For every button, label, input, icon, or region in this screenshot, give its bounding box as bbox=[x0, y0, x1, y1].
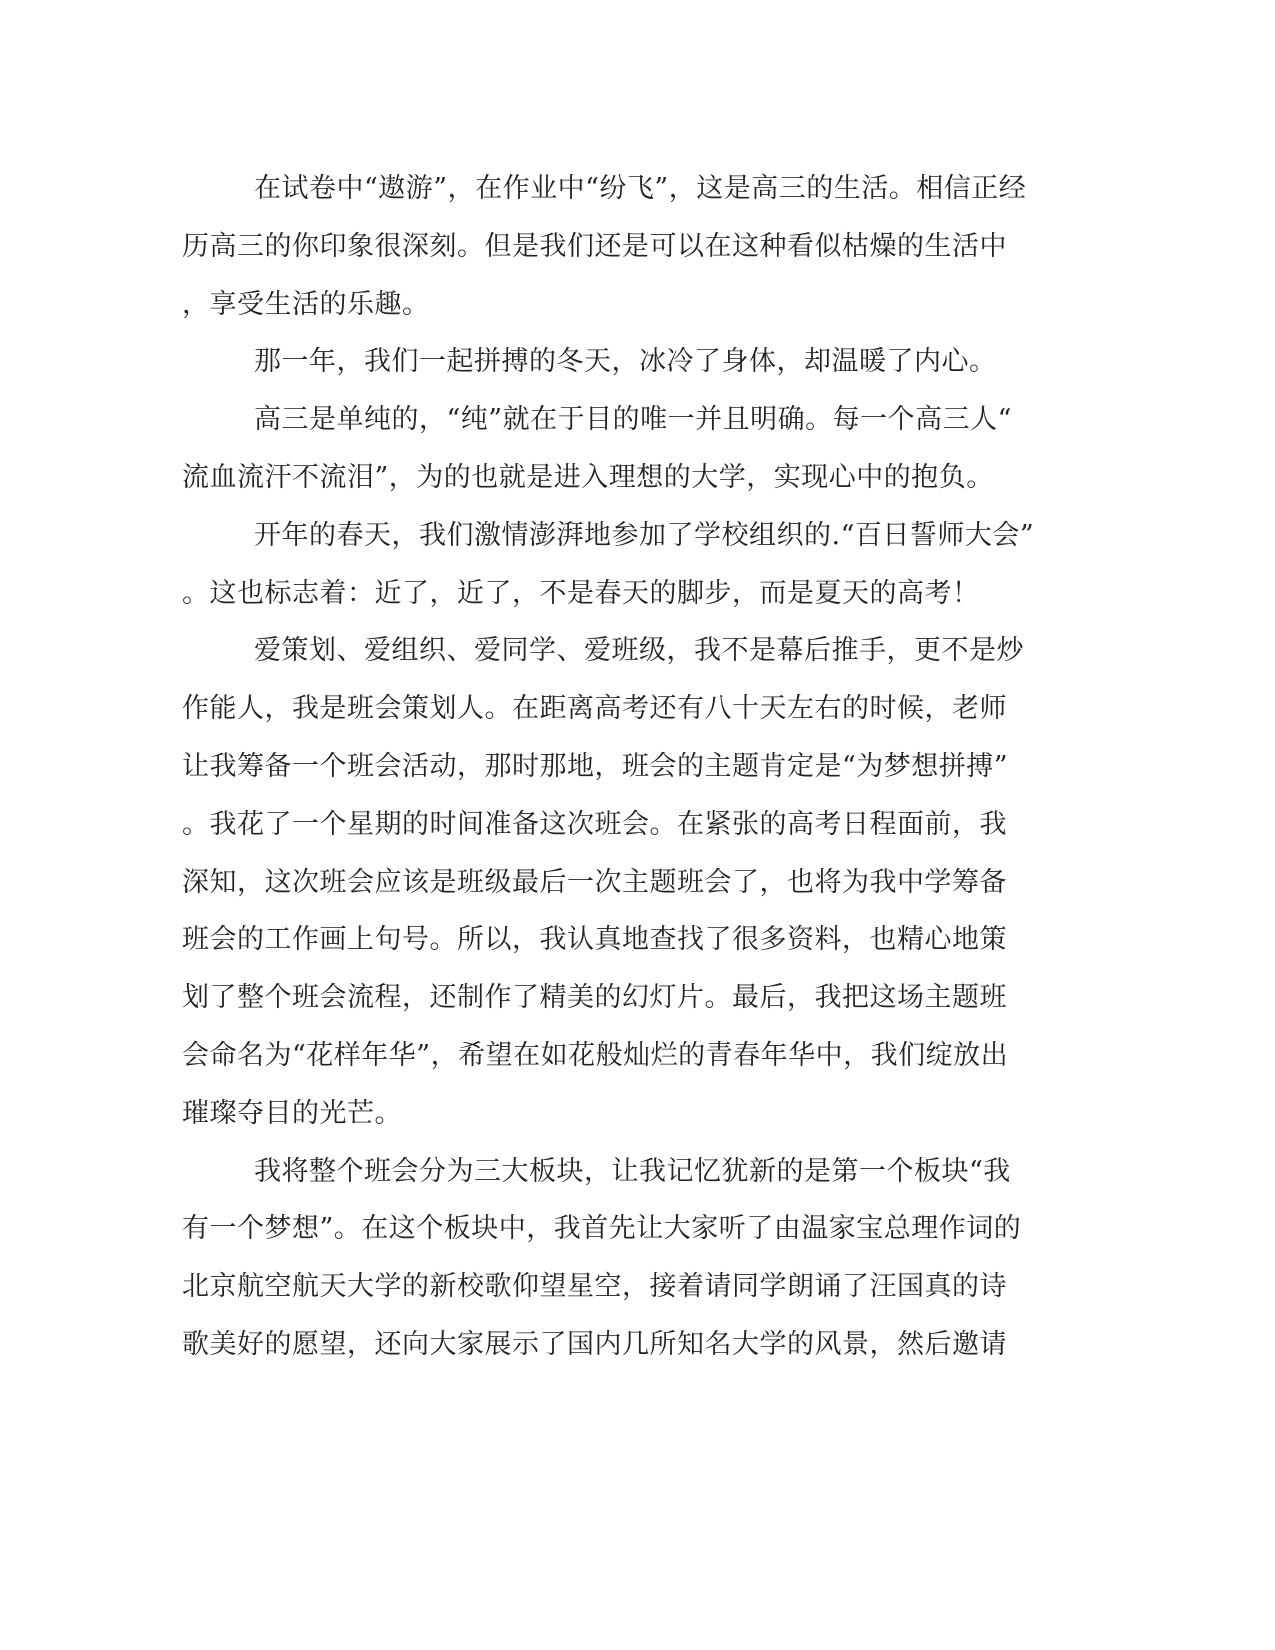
paragraph-5-line-6: 班会的工作画上句号。所以，我认真地查找了很多资料，也精心地策 bbox=[182, 924, 1007, 956]
paragraph-1-line-3: ，享受生活的乐趣。 bbox=[182, 288, 430, 320]
paragraph-4-line-2: 。这也标志着：近了，近了，不是春天的脚步，而是夏天的高考！ bbox=[182, 577, 980, 609]
paragraph-1-line-1: 在试卷中“遨游”，在作业中“纷飞”，这是高三的生活。相信正经 bbox=[254, 173, 1027, 204]
paragraph-5-line-2: 作能人，我是班会策划人。在距离高考还有八十天左右的时候，老师 bbox=[182, 693, 1007, 725]
document-body bbox=[182, 160, 1042, 1374]
paragraph-5-line-4: 。我花了一个星期的时间准备这次班会。在紧张的高考日程面前，我 bbox=[182, 808, 1007, 840]
paragraph-6-line-1: 我将整个班会分为三大板块，让我记忆犹新的是第一个板块“我 bbox=[254, 1155, 1011, 1187]
paragraph-6-line-4: 歌美好的愿望，还向大家展示了国内几所知名大学的风景，然后邀请 bbox=[182, 1328, 1007, 1360]
paragraph-5-line-1: 爱策划、爱组织、爱同学、爱班级，我不是幕后推手，更不是炒 bbox=[254, 635, 1024, 667]
paragraph-3-line-1: 高三是单纯的，“纯”就在于目的唯一并且明确。每一个高三人“ bbox=[254, 404, 1012, 436]
paragraph-1-line-2: 历高三的你印象很深刻。但是我们还是可以在这种看似枯燥的生活中 bbox=[182, 230, 1007, 262]
paragraph-5-line-5: 深知，这次班会应该是班级最后一次主题班会了，也将为我中学筹备 bbox=[182, 866, 1007, 898]
paragraph-5-line-9: 璀璨夺目的光芒。 bbox=[182, 1097, 402, 1129]
paragraph-5-line-7: 划了整个班会流程，还制作了精美的幻灯片。最后，我把这场主题班 bbox=[182, 982, 1007, 1014]
paragraph-6-line-2: 有一个梦想”。在这个板块中，我首先让大家听了由温家宝总理作词的 bbox=[182, 1213, 1022, 1245]
paragraph-3-line-2: 流血流汗不流泪”，为的也就是进入理想的大学，实现心中的抱负。 bbox=[182, 461, 994, 493]
paragraph-6-line-3: 北京航空航天大学的新校歌仰望星空，接着请同学朗诵了汪国真的诗 bbox=[182, 1271, 1007, 1303]
paragraph-4-line-1: 开年的春天，我们激情澎湃地参加了学校组织的.“百日誓师大会” bbox=[254, 519, 1035, 551]
paragraph-5-line-8: 会命名为“花样年华”，希望在如花般灿烂的青春年华中，我们绽放出 bbox=[182, 1039, 1009, 1071]
paragraph-5-line-3: 让我筹备一个班会活动，那时那地，班会的主题肯定是“为梦想拼搏” bbox=[182, 750, 1009, 782]
paragraph-2-line-1: 那一年，我们一起拼搏的冬天，冰冷了身体，却温暖了内心。 bbox=[254, 346, 997, 378]
